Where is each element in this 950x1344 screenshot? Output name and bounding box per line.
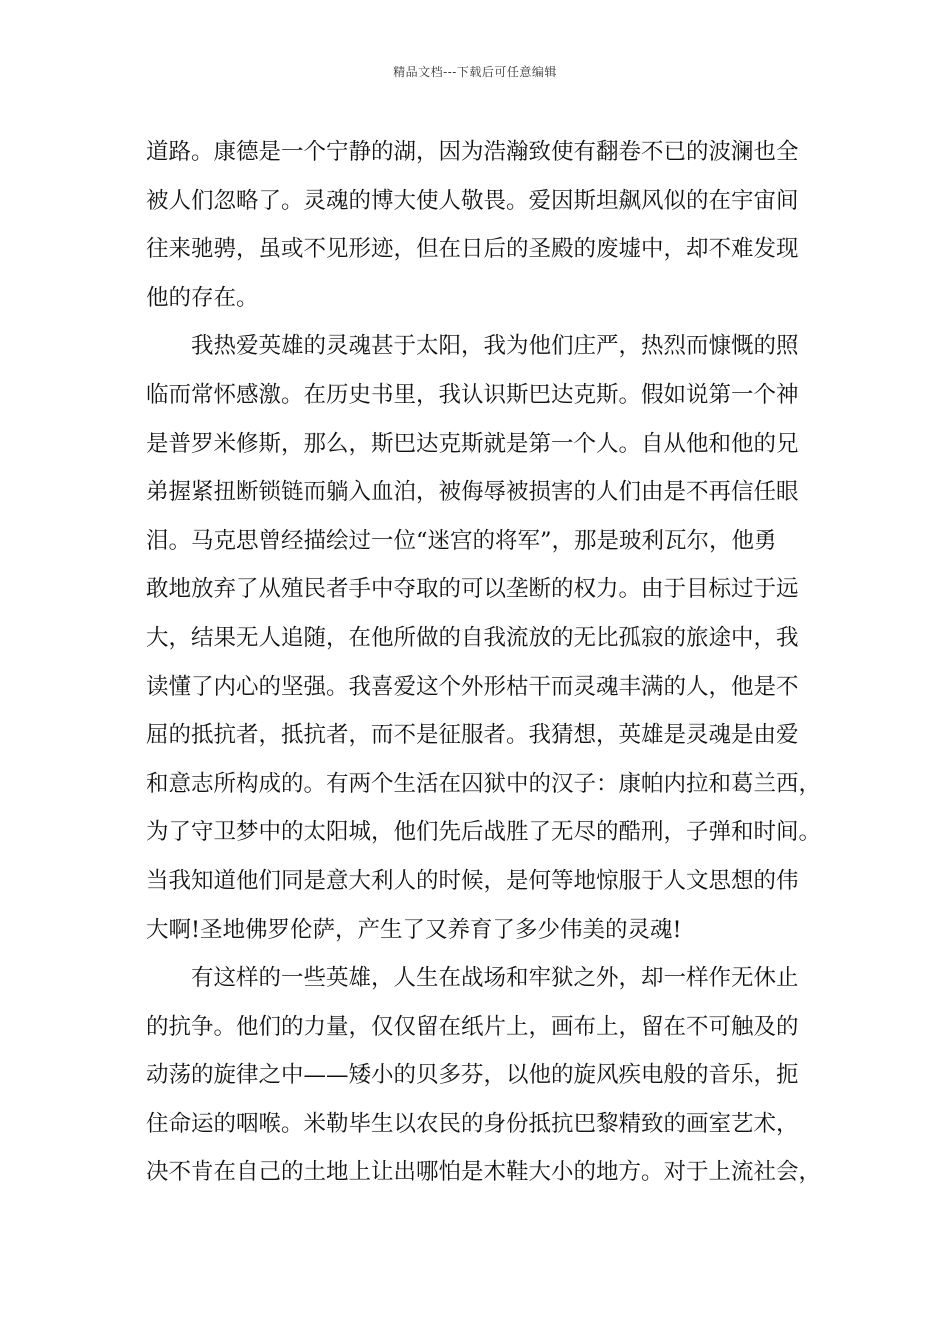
text-line: 屈的抵抗者，抵抗者，而不是征服者。我猜想，英雄是灵魂是由爱: [146, 722, 799, 749]
text-line: 他的存在。: [146, 284, 259, 311]
text-line: 弟握紧扭断锁链而躺入血泊，被侮辱被损害的人们由是不再信任眼: [146, 479, 799, 506]
text-line: 大啊!圣地佛罗伦萨，产生了又养育了多少伟美的灵魂!: [146, 916, 682, 943]
text-line: 敢地放弃了从殖民者手中夺取的可以垄断的权力。由于目标过于远: [146, 576, 799, 603]
text-line: 住命运的咽喉。米勒毕生以农民的身份抵抗巴黎精致的画室艺术，: [146, 1110, 799, 1137]
text-line: 的抗争。他们的力量，仅仅留在纸片上，画布上，留在不可触及的: [146, 1013, 799, 1040]
text-line: 读懂了内心的坚强。我喜爱这个外形枯干而灵魂丰满的人，他是不: [146, 673, 799, 700]
text-line: 动荡的旋律之中——矮小的贝多芬，以他的旋风疾电般的音乐，扼: [146, 1062, 799, 1089]
text-line: 当我知道他们同是意大利人的时候，是何等地惊服于人文思想的伟: [146, 867, 799, 894]
text-line: 被人们忽略了。灵魂的博大使人敬畏。爱因斯坦飙风似的在宇宙间: [146, 187, 799, 214]
text-line: 道路。康德是一个宁静的湖，因为浩瀚致使有翻卷不已的波澜也全: [146, 139, 799, 165]
text-line: 泪。马克思曾经描绘过一位“迷宫的将军”，那是玻利瓦尔，他勇: [146, 527, 777, 554]
paragraph-first-line: 有这样的一些英雄，人生在战场和牢狱之外，却一样作无休止: [191, 965, 799, 992]
text-line: 临而常怀感激。在历史书里，我认识斯巴达克斯。假如说第一个神: [146, 381, 799, 408]
text-line: 是普罗米修斯，那么，斯巴达克斯就是第一个人。自从他和他的兄: [146, 430, 799, 457]
text-line: 往来驰骋，虽或不见形迹，但在日后的圣殿的废墟中，却不难发现: [146, 236, 799, 263]
text-line: 大，结果无人追随，在他所做的自我流放的无比孤寂的旅途中，我: [146, 624, 799, 651]
text-line: 为了守卫梦中的太阳城，他们先后战胜了无尽的酷刑，子弹和时间。: [146, 819, 822, 846]
page-header: 精品文档---下载后可任意编辑: [393, 65, 557, 79]
text-line: 和意志所构成的。有两个生活在囚狱中的汉子：康帕内拉和葛兰西，: [146, 770, 822, 797]
paragraph-first-line: 我热爱英雄的灵魂甚于太阳，我为他们庄严，热烈而慷慨的照: [191, 333, 799, 360]
document-body: [146, 128, 826, 1197]
text-line: 决不肯在自己的土地上让出哪怕是木鞋大小的地方。对于上流社会，: [146, 1159, 822, 1186]
